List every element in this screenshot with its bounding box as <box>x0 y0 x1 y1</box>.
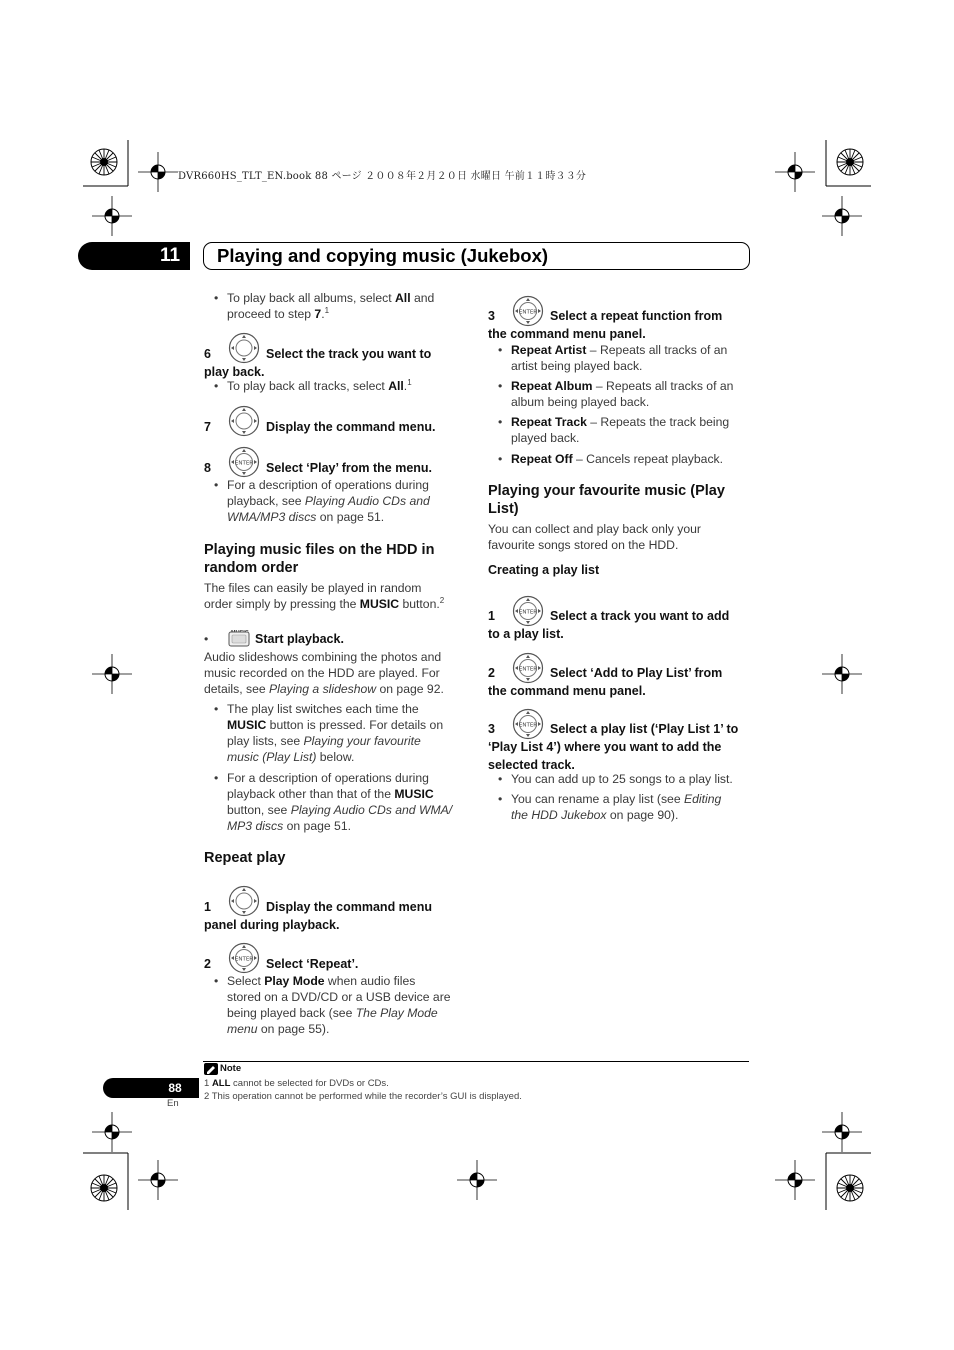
paragraph: The files can easily be played in random order simply by pressing the MUSIC button.$^2$ <box>204 581 445 611</box>
list-item: • You can rename a play list (see Editing the HDD Jukebox on page 90). <box>498 792 722 822</box>
list-item: • The play list switches each time the MUSIC button is pressed. For details on play lists, see Playing your favourite music (Play List) below. <box>214 702 444 764</box>
chapter-number: 11 <box>159 245 181 266</box>
footnote-1: 1 ALL cannot be selected for DVDs or CDs. <box>204 1078 389 1089</box>
list-item: • You can add up to 25 songs to a play list. <box>498 772 733 786</box>
list-item: • For a description of operations during playback, see Playing Audio CDs and WMA/MP3 discs on page 51. <box>214 478 430 524</box>
paragraph: You can collect and play back only your favourite songs stored on the HDD. <box>488 522 701 552</box>
subheading-creating-play-list: Creating a play list <box>488 563 600 577</box>
svg-text:ENTER: ENTER <box>518 666 538 673</box>
bullet: • <box>204 632 209 646</box>
playlist-step-2: 2 Select ‘Add to Play List’ from the command menu panel. <box>488 666 723 698</box>
repeat-step-2: 2 Select ‘Repeat’. <box>204 957 359 971</box>
section-heading-play-list: Playing your favourite music (Play List) <box>488 483 725 517</box>
playlist-step-3: 3 Select a play list (‘Play List 1’ to ‘Play List 4’) where you want to add the selected track. <box>488 722 739 772</box>
svg-text:ENTER: ENTER <box>234 460 254 467</box>
page-number: 88 <box>168 1081 182 1095</box>
list-item-repeat-album: • Repeat Album – Repeats all tracks of an album being played back. <box>498 379 734 409</box>
section-heading-repeat-play: Repeat play <box>204 850 286 866</box>
list-item-repeat-track: • Repeat Track – Repeats the track being played back. <box>498 415 730 445</box>
repeat-step-3: 3 Select a repeat function from the command menu panel. <box>488 309 723 341</box>
repeat-step-1: 1 Display the command menu panel during playback. <box>204 900 433 932</box>
list-item: • To play back all tracks, select All.$^1$ <box>214 377 412 393</box>
note-label: Note <box>220 1063 242 1074</box>
step-8: 8 Select ‘Play’ from the menu. <box>204 461 433 475</box>
list-item: • Select Play Mode when audio files stored on a DVD/CD or a USB device are being played back (see The Play Mode menu on page 55). <box>214 974 451 1036</box>
bullet: • <box>214 291 219 305</box>
paragraph: Audio slideshows combining the photos and music recorded on the HDD are played. For details, see Playing a slideshow on page 92. <box>204 650 444 696</box>
svg-text:ENTER: ENTER <box>234 956 254 963</box>
playlist-step-1: 1 Select a track you want to add to a play list. <box>488 609 730 641</box>
start-playback-step: Start playback. <box>255 632 344 646</box>
list-item: • To play back all albums, select All and proceed to step 7.$^1$ <box>214 291 435 321</box>
print-header: DVR660HS_TLT_EN.book 88 ページ ２００８年２月２０日 水曜日 午前１１時３３分 <box>178 171 587 182</box>
chapter-title: Playing and copying music (Jukebox) <box>217 245 549 266</box>
list-item-repeat-artist: • Repeat Artist – Repeats all tracks of an artist being played back. <box>498 343 728 373</box>
page-language: En <box>167 1098 179 1109</box>
svg-text:ENTER: ENTER <box>518 609 538 616</box>
svg-text:ENTER: ENTER <box>518 309 538 316</box>
step-6: 6 Select the track you want to play back. <box>204 347 432 379</box>
list-item-repeat-off: • Repeat Off – Cancels repeat playback. <box>498 452 724 466</box>
footnote-2: 2 This operation cannot be performed while the recorder’s GUI is displayed. <box>204 1091 522 1102</box>
notes-divider <box>203 1061 749 1062</box>
section-heading-random-order: Playing music files on the HDD in random order <box>204 542 435 576</box>
step-7: 7 Display the command menu. <box>204 420 436 434</box>
svg-text:ENTER: ENTER <box>518 722 538 729</box>
music-button-icon <box>228 631 250 647</box>
list-item: • For a description of operations during playback other than that of the MUSIC button, see Playing Audio CDs and WMA/ MP3 discs on page 51. <box>214 771 453 833</box>
note-icon <box>204 1063 218 1075</box>
